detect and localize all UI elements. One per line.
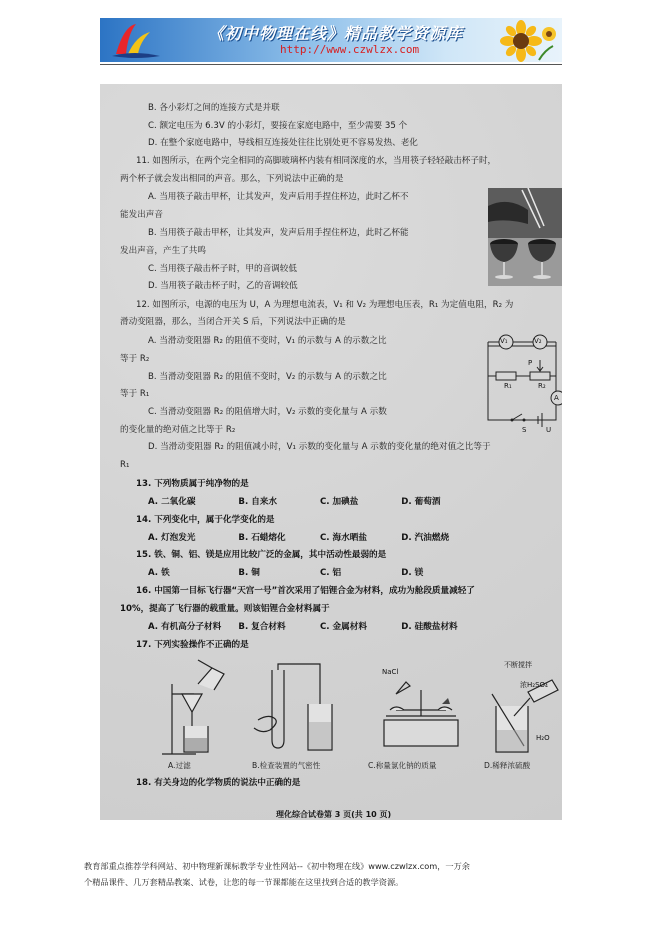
q11-option-b-1: B. 当用筷子敲击甲杯，让其发声，发声后用手捏住杯边，此时乙杯能 [148, 228, 409, 238]
circuit-label-v1: V₁ [500, 337, 508, 345]
logo-icon [106, 20, 166, 60]
footer-line-2: 个精品课件、几万套精品教案、试卷，让您的每一节课都能在这里找到合适的教学资源。 [84, 877, 404, 887]
circuit-label-u: U [546, 426, 552, 434]
q11-stem-2: 两个杯子就会发出相同的声音。那么，下列说法中正确的是 [120, 174, 344, 184]
q12-option-b-2: 等于 R₁ [120, 389, 150, 399]
footer-line-1: 教育部重点推荐学科网站、初中物理新课标教学专业性网站--《初中物理在线》www.czwlzx.com，一万余 [84, 861, 470, 871]
q11-option-a-1: A. 当用筷子敲击甲杯，让其发声，发声后用手捏住杯边，此时乙杯不 [148, 192, 409, 202]
q18-stem: 18. 有关身边的化学物质的说法中正确的是 [136, 778, 301, 788]
circuit-diagram [482, 324, 562, 434]
q13-stem: 13. 下列物质属于纯净物的是 [136, 479, 249, 489]
q10-option-d: D. 在整个家庭电路中，导线相互连接处往往比别处更不容易发热、老化 [148, 138, 418, 148]
wine-glasses-photo [488, 188, 562, 286]
stir-label: 不断搅拌 [504, 661, 532, 669]
h2so4-label: 浓H₂SO₄ [520, 681, 548, 689]
q12-option-b-1: B. 当滑动变阻器 R₂ 的阻值不变时，V₂ 的示数与 A 的示数之比 [148, 372, 387, 382]
air-tightness-check-apparatus [250, 660, 340, 760]
banner-url[interactable]: http://www.czwlzx.com [280, 43, 420, 56]
q12-option-a-2: 等于 R₂ [120, 354, 150, 364]
h2o-label: H₂O [536, 734, 550, 742]
q10-option-b: B. 各小彩灯之间的连接方式是并联 [148, 103, 280, 113]
q12-option-c-2: 的变化量的绝对值之比等于 R₂ [120, 425, 236, 435]
q16-stem-2: 10%，提高了飞行器的载重量。则该铝锂合金材料属于 [120, 604, 330, 614]
q12-option-d-1: D. 当滑动变阻器 R₂ 的阻值减小时，V₁ 示数的变化量与 A 示数的变化量的绝对值之比等于 [148, 442, 491, 452]
page-number-footer: 理化综合试卷第 3 页(共 10 页) [276, 810, 392, 819]
filtration-apparatus [152, 654, 244, 760]
circuit-label-v2: V₂ [534, 337, 542, 345]
q14-options: A. 灯泡发光 B. 石蜡熔化 C. 海水晒盐 D. 汽油燃烧 [148, 533, 450, 543]
q11-stem-1: 11. 如图所示，在两个完全相同的高脚玻璃杯内装有相同深度的水，当用筷子轻轻敲击杯子时， [136, 156, 497, 166]
sunflower-icon [495, 20, 561, 62]
caption-d: D.稀释浓硫酸 [484, 761, 531, 770]
q16-options: A. 有机高分子材料 B. 复合材料 C. 金属材料 D. 硅酸盐材料 [148, 622, 458, 632]
dilution-apparatus [478, 656, 562, 760]
q14-stem: 14. 下列变化中，属于化学变化的是 [136, 515, 275, 525]
caption-a: A.过滤 [168, 761, 191, 770]
q13-options: A. 二氧化碳 B. 自来水 C. 加碘盐 D. 葡萄酒 [148, 497, 441, 507]
banner-divider [100, 64, 562, 65]
nacl-label: NaCl [382, 668, 399, 676]
q12-option-c-1: C. 当滑动变阻器 R₂ 的阻值增大时，V₂ 示数的变化量与 A 示数 [148, 407, 387, 417]
circuit-label-r1: R₁ [504, 382, 512, 390]
q11-option-a-2: 能发出声音 [120, 210, 163, 220]
q16-stem-1: 16. 中国第一目标飞行器“天宫一号”首次采用了铝锂合金为材料，成功为舱段质量减轻了 [136, 586, 475, 596]
q10-option-c: C. 额定电压为 6.3V 的小彩灯，要接在家庭电路中，至少需要 35 个 [148, 121, 408, 131]
site-banner [100, 18, 562, 62]
circuit-label-s: S [522, 426, 527, 434]
q11-option-d: D. 当用筷子敲击杯子时，乙的音调较低 [148, 281, 298, 291]
circuit-label-a: A [554, 394, 559, 402]
q12-stem-1: 12. 如图所示，电源的电压为 U，A 为理想电流表，V₁ 和 V₂ 为理想电压表，R₁ 为定值电阻，R₂ 为 [136, 300, 514, 310]
q15-options: A. 铁 B. 铜 C. 铝 D. 镁 [148, 568, 424, 578]
q12-option-a-1: A. 当滑动变阻器 R₂ 的阻值不变时，V₁ 的示数与 A 的示数之比 [148, 336, 387, 346]
caption-b: B.检查装置的气密性 [252, 761, 321, 770]
q12-stem-2: 滑动变阻器，那么，当闭合开关 S 后，下列说法中正确的是 [120, 317, 346, 327]
scanned-exam-page [100, 84, 562, 820]
q12-option-d-2: R₁ [120, 460, 130, 470]
q11-option-b-2: 发出声音，产生了共鸣 [120, 246, 206, 256]
q17-stem: 17. 下列实验操作不正确的是 [136, 640, 249, 650]
caption-c: C.称量氯化钠的质量 [368, 761, 437, 770]
circuit-label-r2: R₂ [538, 382, 546, 390]
circuit-label-p: P [528, 359, 533, 367]
q11-option-c: C. 当用筷子敲击杯子时，甲的音调较低 [148, 264, 297, 274]
banner-title: 《初中物理在线》精品教学资源库 [208, 24, 464, 43]
q15-stem: 15. 铁、铜、铝、镁是应用比较广泛的金属，其中活动性最弱的是 [136, 550, 387, 560]
